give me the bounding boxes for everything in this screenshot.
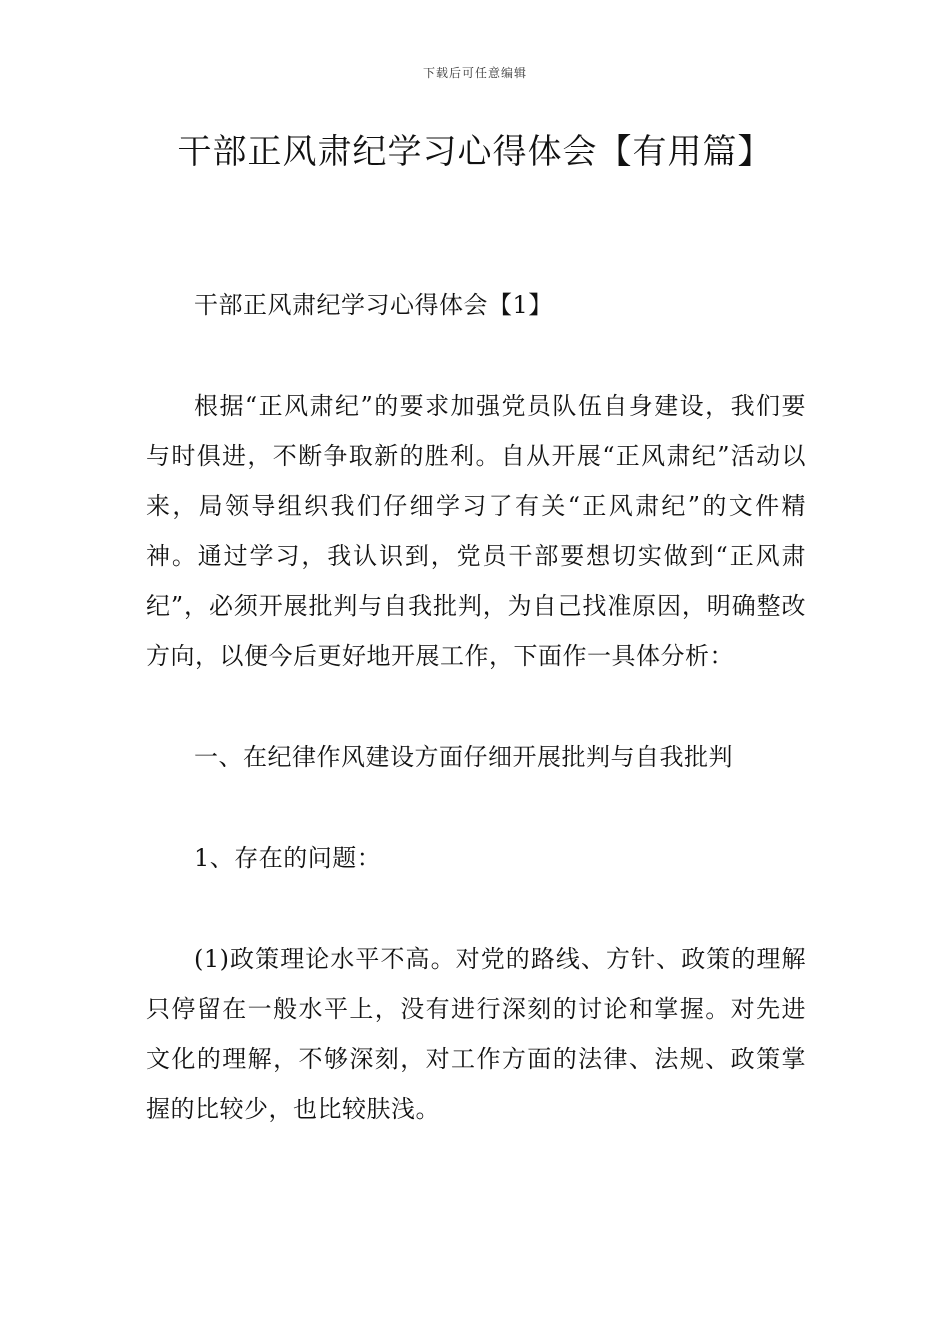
intro-paragraph: 根据“正风肃纪”的要求加强党员队伍自身建设，我们要与时俱进，不断争取新的胜利。自从开展“正风肃纪”活动以来，局领导组织我们仔细学习了有关“正风肃纪”的文件精神。通过学习，我认识到，党员干部要想切实做到“正风肃纪”，必须开展批判与自我批判，为自己找准原因，明确整改方向，以便今后更好地开展工作，下面作一具体分析： [146, 392, 806, 670]
header-note: 下载后可任意编辑 [422, 66, 527, 80]
section-heading: 一、在纪律作风建设方面仔细开展批判与自我批判 [194, 743, 733, 771]
section-subtitle: 干部正风肃纪学习心得体会【1】 [194, 291, 553, 319]
subsection-heading: 1、存在的问题： [194, 844, 382, 872]
document-title: 干部正风肃纪学习心得体会【有用篇】 [177, 132, 773, 172]
document-body [146, 280, 806, 1134]
list-item-paragraph: (1)政策理论水平不高。对党的路线、方针、政策的理解只停留在一般水平上，没有进行深刻的讨论和掌握。对先进文化的理解，不够深刻，对工作方面的法律、法规、政策掌握的比较少，也比较肤浅。 [146, 945, 806, 1123]
